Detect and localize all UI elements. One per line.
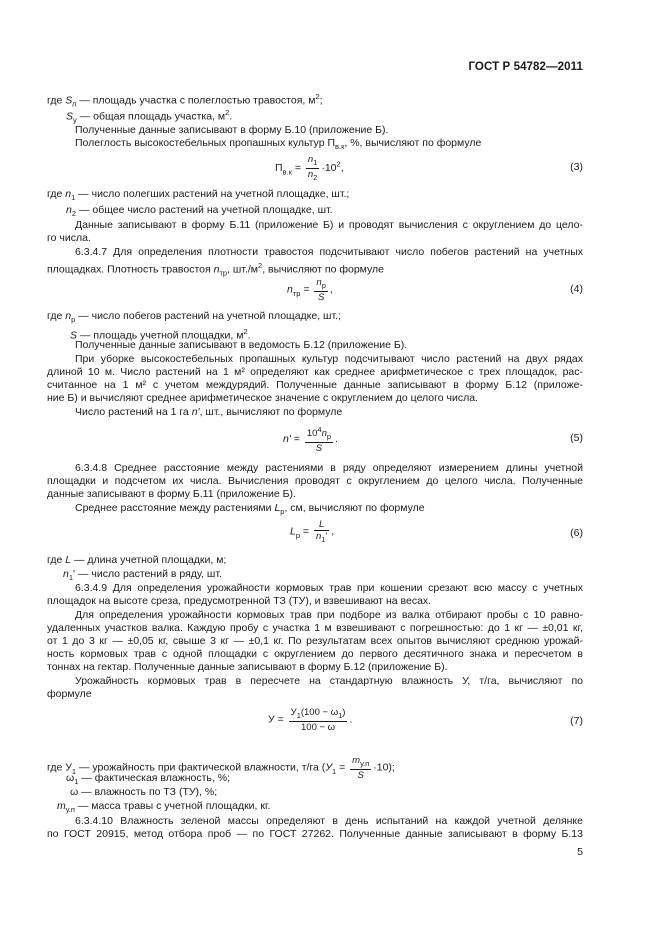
text-line: Полученные данные записывают в форму Б.10 (приложение Б). xyxy=(75,124,389,136)
text-line: Среднее расстояние между растениями $L_р$, см, вычисляют по формуле xyxy=(75,502,425,517)
equation-number: (7) xyxy=(570,715,583,727)
text-line: го числа. xyxy=(47,232,91,244)
formula-6: $L_р$ = $\frac{L}{n_1'}$ , xyxy=(290,519,335,544)
formula-5: n' = $\frac{10^4n_р}{S}$ . xyxy=(283,425,338,455)
text-line: удаленных участков валка. Каждую пробу с участка 1 м взвешивают с погрешностью: до 1 кг — ±0,01 кг, xyxy=(47,622,583,634)
text-line: считанное на 1 м² с учетом междурядий. Полученные данные записывают в форму Б.12 (приложе- xyxy=(47,379,583,391)
text-line: Число растений на 1 га n', шт., вычисляют по формуле xyxy=(75,406,343,418)
text-line: площадки и подсчетом их числа. Вычисления проводят с округлением до целого числа. Полученные xyxy=(47,475,583,487)
text-line: $S_у$ — общая площадь участка, $м^2$. xyxy=(66,108,233,125)
text-line: Данные записывают в форму Б.11 (приложение Б) и проводят вычисления с округлением до цело- xyxy=(75,219,583,231)
text-line: При уборке высокостебельных пропашных культур подсчитывают число растений на двух рядах xyxy=(75,353,583,365)
formula-7: У = $\frac{У_1(100 - \omega_1)}{100 - \omega}$ . xyxy=(268,707,353,733)
text-line: Полеглость высокостебельных пропашных культур $П_{в.к}$, %, вычисляют по формуле xyxy=(75,137,482,152)
text-line: где $S_п$ — площадь участка с полеглостью травостоя, $м^2$; xyxy=(47,92,323,109)
text-line: 6.3.4.10 Влажность зеленой массы определяют в день испытаний на каждой учетной делянке xyxy=(75,815,583,827)
text-line: площадок на высоте среза, предусмотренной ТЗ (ТУ), и взвешивают на весах. xyxy=(47,595,432,607)
equation-number: (3) xyxy=(570,161,583,173)
text-line: площадках. Плотность травостоя $n_{тр}$, $шт./м^2$, вычисляют по формуле xyxy=(47,261,384,278)
text-line: $n_1'$ — число растений в ряду, шт. xyxy=(63,568,222,583)
text-line: Для определения урожайности кормовых трав при подборе из валка отбирают пробы с 10 равно- xyxy=(75,609,583,621)
formula-4: $n_{тр}$ = $\frac{n_р}{S}$ , xyxy=(287,277,333,303)
text-line: тоннах на гектар. Полученные данные записывают в форму Б.12 (приложение Б). xyxy=(47,661,448,673)
text-line: где $n_р$ — число побегов растений на учетной площадке, шт.; xyxy=(47,310,341,325)
text-line: ние Б) и вычисляют среднее арифметическое значение с округлением до целого числа. xyxy=(47,392,478,404)
page-number: 5 xyxy=(577,846,583,858)
text-line: Урожайность кормовых трав в пересчете на стандартную влажность У, т/га, вычисляют по xyxy=(75,675,583,687)
formula-3: $П_{в.к}$ = $\frac{n_1}{n_2}$ $\cdot 10^2$, xyxy=(275,154,344,182)
equation-number: (4) xyxy=(570,283,583,295)
text-line: ω — влажность по ТЗ (ТУ), %; xyxy=(70,786,218,798)
text-line: S — площадь учетной площадки, $м^2$. xyxy=(70,327,251,342)
text-line: данные записывают в форму Б.11 (приложение Б). xyxy=(47,488,296,500)
text-line: от 1 до 3 кг — ±0,05 кг, свыше 3 кг — ±0,1 кг. По результатам всех опытов вычисляют среднюю урожай- xyxy=(47,635,583,647)
text-line: ность кормовых трав с одной площадки с округлением до первого десятичного знака и пересчетом в xyxy=(47,648,583,660)
text-line: 6.3.4.9 Для определения урожайности кормовых трав при кошении срезают всю массу с учетных xyxy=(75,582,583,594)
text-line: где $У_1$ — урожайность при фактической влажности, т/га ($У_1$ = $\frac{m_{у.п}}{S}$ ·10); xyxy=(47,755,395,781)
text-line: $\omega_1$ — фактическая влажность, %; xyxy=(66,772,230,787)
equation-number: (5) xyxy=(570,432,583,444)
text-line: Полученные данные записывают в ведомость Б.12 (приложение Б). xyxy=(75,339,408,351)
text-line: 6.3.4.8 Среднее расстояние между растениями в ряду определяют измерением длины учетной xyxy=(75,462,583,474)
text-line: длиной 10 м. Число растений на 1 м² определяют как среднее арифметическое с трех площадок, рас- xyxy=(47,366,583,378)
text-line: где L — длина учетной площадки, м; xyxy=(47,554,227,566)
equation-number: (6) xyxy=(570,527,583,539)
text-line: 6.3.4.7 Для определения плотности травостоя подсчитывают число побегов растений на учетных xyxy=(75,246,583,258)
text-line: где $n_1$ — число полегших растений на учетной площадке, шт.; xyxy=(47,188,350,203)
text-line: по ГОСТ 20915, метод отбора проб — по ГОСТ 27262. Полученные данные записывают в форму Б.13 xyxy=(47,828,583,840)
text-line: $m_{у.п}$ — масса травы с учетной площадки, кг. xyxy=(57,800,271,815)
standard-header: ГОСТ Р 54782—2011 xyxy=(468,61,583,73)
text-line: $n_2$ — общее число растений на учетной площадке, шт. xyxy=(66,204,333,219)
text-line: формуле xyxy=(47,688,92,700)
